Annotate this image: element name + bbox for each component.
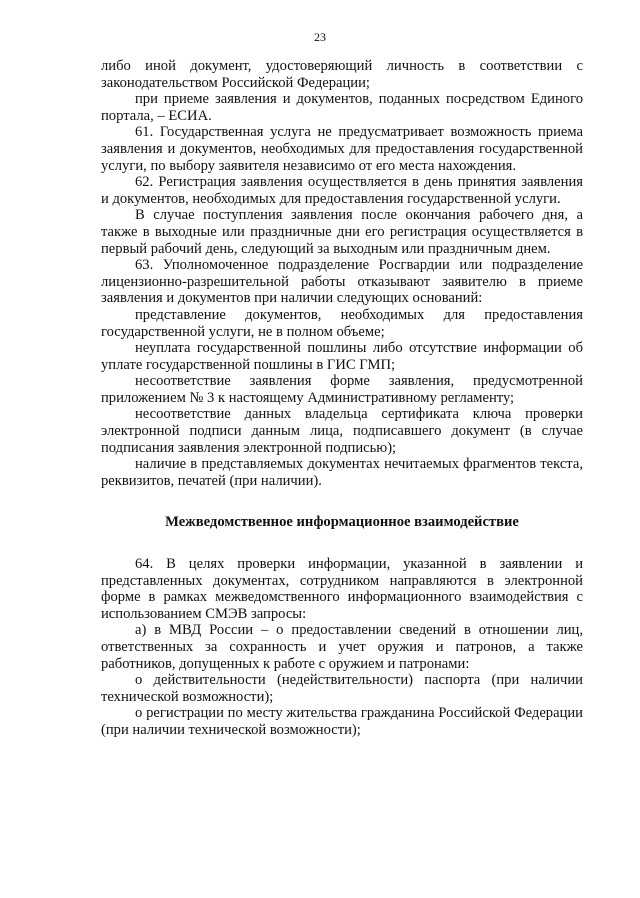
- paragraph-esia: при приеме заявления и документов, поданных посредством Единого портала, – ЕСИА.: [101, 91, 583, 124]
- section-heading: Межведомственное информационное взаимодействие: [165, 514, 519, 531]
- refusal-ground-form: несоответствие заявления форме заявления, предусмотренной приложением № 3 к настоящему Административному регламенту;: [101, 373, 583, 406]
- paragraph-residence-registration: о регистрации по месту жительства гражданина Российской Федерации (при наличии технической возможности);: [101, 705, 583, 738]
- paragraph-61: 61. Государственная услуга не предусматривает возможность приема заявления и документов, необходимых для предоставления государственной услуги, по выбору заявителя независимо от его места нахождения.: [101, 124, 583, 174]
- page-number: 23: [314, 30, 326, 44]
- refusal-ground-unreadable: наличие в представляемых документах нечитаемых фрагментов текста, реквизитов, печатей (при наличии).: [101, 456, 583, 489]
- document-body: [101, 58, 583, 739]
- paragraph-63: 63. Уполномоченное подразделение Росгвардии или подразделение лицензионно-разрешительной работы отказывают заявителю в приеме заявления и документов при наличии следующих оснований:: [101, 257, 583, 307]
- paragraph-64a: а) в МВД России – о предоставлении сведений в отношении лиц, ответственных за сохранность и учет оружия и патронов, а также работников, допущенных к работе с оружием и патронами:: [101, 622, 583, 672]
- paragraph-64: 64. В целях проверки информации, указанной в заявлении и представленных документах, сотрудником направляются в электронной форме в рамках межведомственного информационного взаимодействия с использованием СМЭВ запросы:: [101, 556, 583, 622]
- paragraph-late-registration: В случае поступления заявления после окончания рабочего дня, а также в выходные или праздничные дни его регистрация осуществляется в первый рабочий день, следующий за выходным или праздничным днем.: [101, 207, 583, 257]
- refusal-ground-fee: неуплата государственной пошлины либо отсутствие информации об уплате государственной пошлины в ГИС ГМП;: [101, 340, 583, 373]
- refusal-ground-signature: несоответствие данных владельца сертификата ключа проверки электронной подписи данным лица, подписавшего документ (в случае подписания заявления электронной подписью);: [101, 406, 583, 456]
- refusal-ground-incomplete: представление документов, необходимых для предоставления государственной услуги, не в полном объеме;: [101, 306, 583, 340]
- paragraph-62: 62. Регистрация заявления осуществляется в день принятия заявления и документов, необходимых для предоставления государственной услуги.: [101, 174, 583, 207]
- paragraph-identity-document: либо иной документ, удостоверяющий личность в соответствии с законодательством Российской Федерации;: [101, 58, 583, 91]
- paragraph-passport-validity: о действительности (недействительности) паспорта (при наличии технической возможности);: [101, 672, 583, 705]
